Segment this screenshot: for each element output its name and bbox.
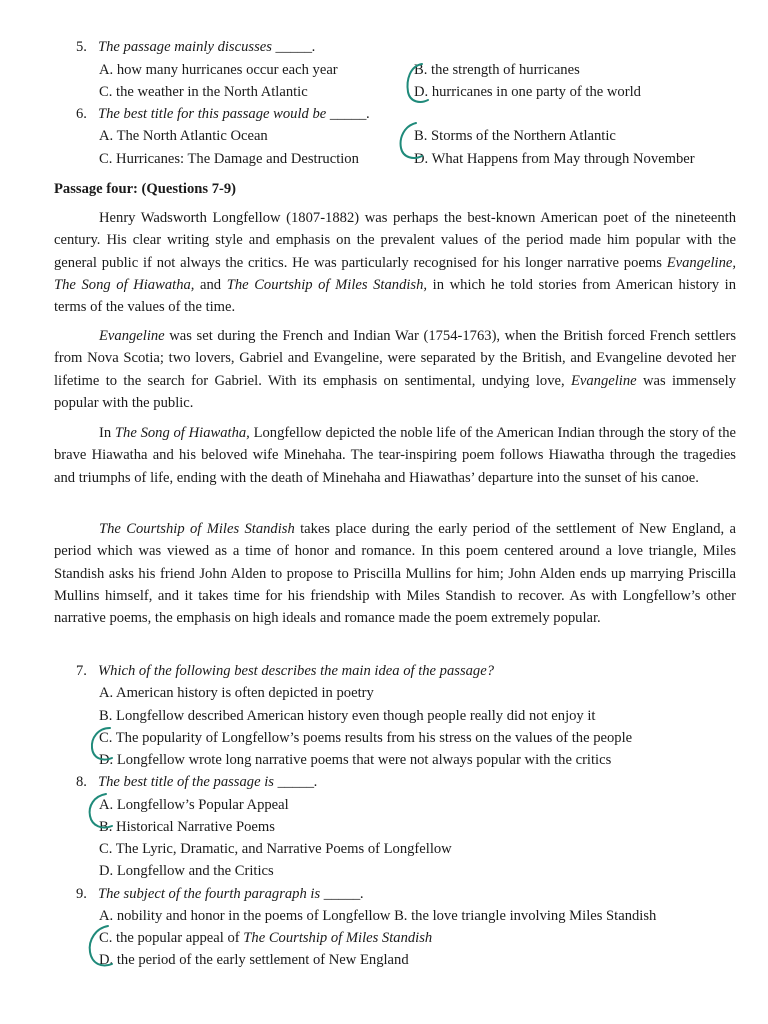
option-b[interactable]: B. Storms of the Northern Atlantic xyxy=(414,128,616,144)
paragraph-text: was immensely popular with the public. xyxy=(54,372,736,411)
passage-heading: Passage four: (Questions 7-9) xyxy=(54,181,237,197)
poem-title: The Courtship of Miles Standish xyxy=(99,521,295,537)
paragraph-1 xyxy=(54,207,736,318)
option-a-b[interactable]: A. nobility and honor in the poems of Longfellow B. the love triangle involving Miles Standish xyxy=(99,908,657,924)
paragraph-text: Longfellow depicted the noble life of the American Indian through the story of the brave Hiawatha and his beloved wife Minehaha. The tear-inspiring poem follows Hiawatha through the tragedies and triumphs of life, ending with the death of Minehaha and Hiawathas’ departure into the sunset of his canoe. xyxy=(54,425,737,486)
paragraph-4 xyxy=(54,518,736,629)
option-a[interactable]: A. Longfellow’s Popular Appeal xyxy=(99,797,289,813)
paragraph-3 xyxy=(54,422,736,489)
option-b[interactable]: B. Longfellow described American history even though people really did not enjoy it xyxy=(99,708,596,724)
paragraph-text: In xyxy=(99,425,115,441)
question-number: 7. xyxy=(76,663,87,679)
option-d[interactable]: D. Longfellow wrote long narrative poems that were not always popular with the critics xyxy=(99,752,612,768)
question-stem: The passage mainly discusses _____. xyxy=(98,39,316,55)
option-b[interactable]: B. Historical Narrative Poems xyxy=(99,819,275,835)
question-number: 8. xyxy=(76,774,87,790)
option-c[interactable]: C. The popularity of Longfellow’s poems results from his stress on the values of the people xyxy=(99,730,633,746)
option-d[interactable]: D. Longfellow and the Critics xyxy=(99,863,274,879)
option-d[interactable]: D. hurricanes in one party of the world xyxy=(414,84,641,100)
paragraph-text: was set during the French and Indian War (1754-1763), when the British forced French settlers from Nova Scotia; two lovers, Gabriel and Evangeline, were separated by the British, and Evangeline devoted her lifetime to the search for Gabriel. With its emphasis on sentimental, undying love, xyxy=(54,328,736,389)
option-c[interactable]: C. Hurricanes: The Damage and Destruction xyxy=(99,151,359,167)
poem-titles: Evangeline, The Song of Hiawatha, xyxy=(54,254,736,293)
option-text: C. the popular appeal of xyxy=(99,930,244,946)
paragraph-text: and xyxy=(194,276,227,293)
question-stem: The subject of the fourth paragraph is _____. xyxy=(98,886,364,902)
option-a[interactable]: A. how many hurricanes occur each year xyxy=(99,62,338,78)
question-stem: The best title of the passage is _____. xyxy=(98,774,318,790)
paragraph-2 xyxy=(54,325,736,414)
paragraph-text: takes place during the early period of the settlement of New England, a period which was viewed as a time of honor and romance. In this poem centered around a love triangle, Miles Standish asks his friend John Alden to propose to Priscilla Mullins for him; John Alden ends up marrying Priscilla Mullins himself, and it takes time for his friendship with Miles Standish to recover. As with Longfellow’s other narrative poems, the emphasis on high ideals and romance made the poem extremely popular. xyxy=(54,521,737,627)
option-b[interactable]: B. the strength of hurricanes xyxy=(414,62,580,78)
question-number: 6. xyxy=(76,106,87,122)
option-c[interactable] xyxy=(99,929,432,947)
option-a[interactable]: A. The North Atlantic Ocean xyxy=(99,128,268,144)
option-c[interactable]: C. the weather in the North Atlantic xyxy=(99,84,308,100)
poem-title: The Song of Hiawatha, xyxy=(114,425,250,441)
question-stem: Which of the following best describes the main idea of the passage? xyxy=(98,663,495,679)
option-d[interactable]: D. What Happens from May through November xyxy=(414,151,695,167)
question-number: 9. xyxy=(76,886,87,902)
option-d[interactable]: D. the period of the early settlement of New England xyxy=(99,952,409,968)
paragraph-text: Henry Wadsworth Longfellow (1807-1882) was perhaps the best-known American poet of the nineteenth century. His clear writing style and emphasis on the prevalent values of the period made him popular with the general public if not always the critics. He was particularly recognised for his longer narrative poems xyxy=(54,210,736,271)
poem-title: The Courtship of Miles Standish xyxy=(243,930,433,946)
poem-title: The Courtship of Miles Standish, xyxy=(226,276,428,293)
question-stem: The best title for this passage would be _____. xyxy=(98,106,371,122)
paragraph-text: in which he told stories from American history in terms of the values of the time. xyxy=(54,276,736,316)
question-number: 5. xyxy=(76,39,87,55)
poem-title: Evangeline xyxy=(570,372,637,389)
option-c[interactable]: C. The Lyric, Dramatic, and Narrative Poems of Longfellow xyxy=(99,841,452,857)
option-a[interactable]: A. American history is often depicted in poetry xyxy=(99,685,374,701)
poem-title: Evangeline xyxy=(99,328,165,344)
